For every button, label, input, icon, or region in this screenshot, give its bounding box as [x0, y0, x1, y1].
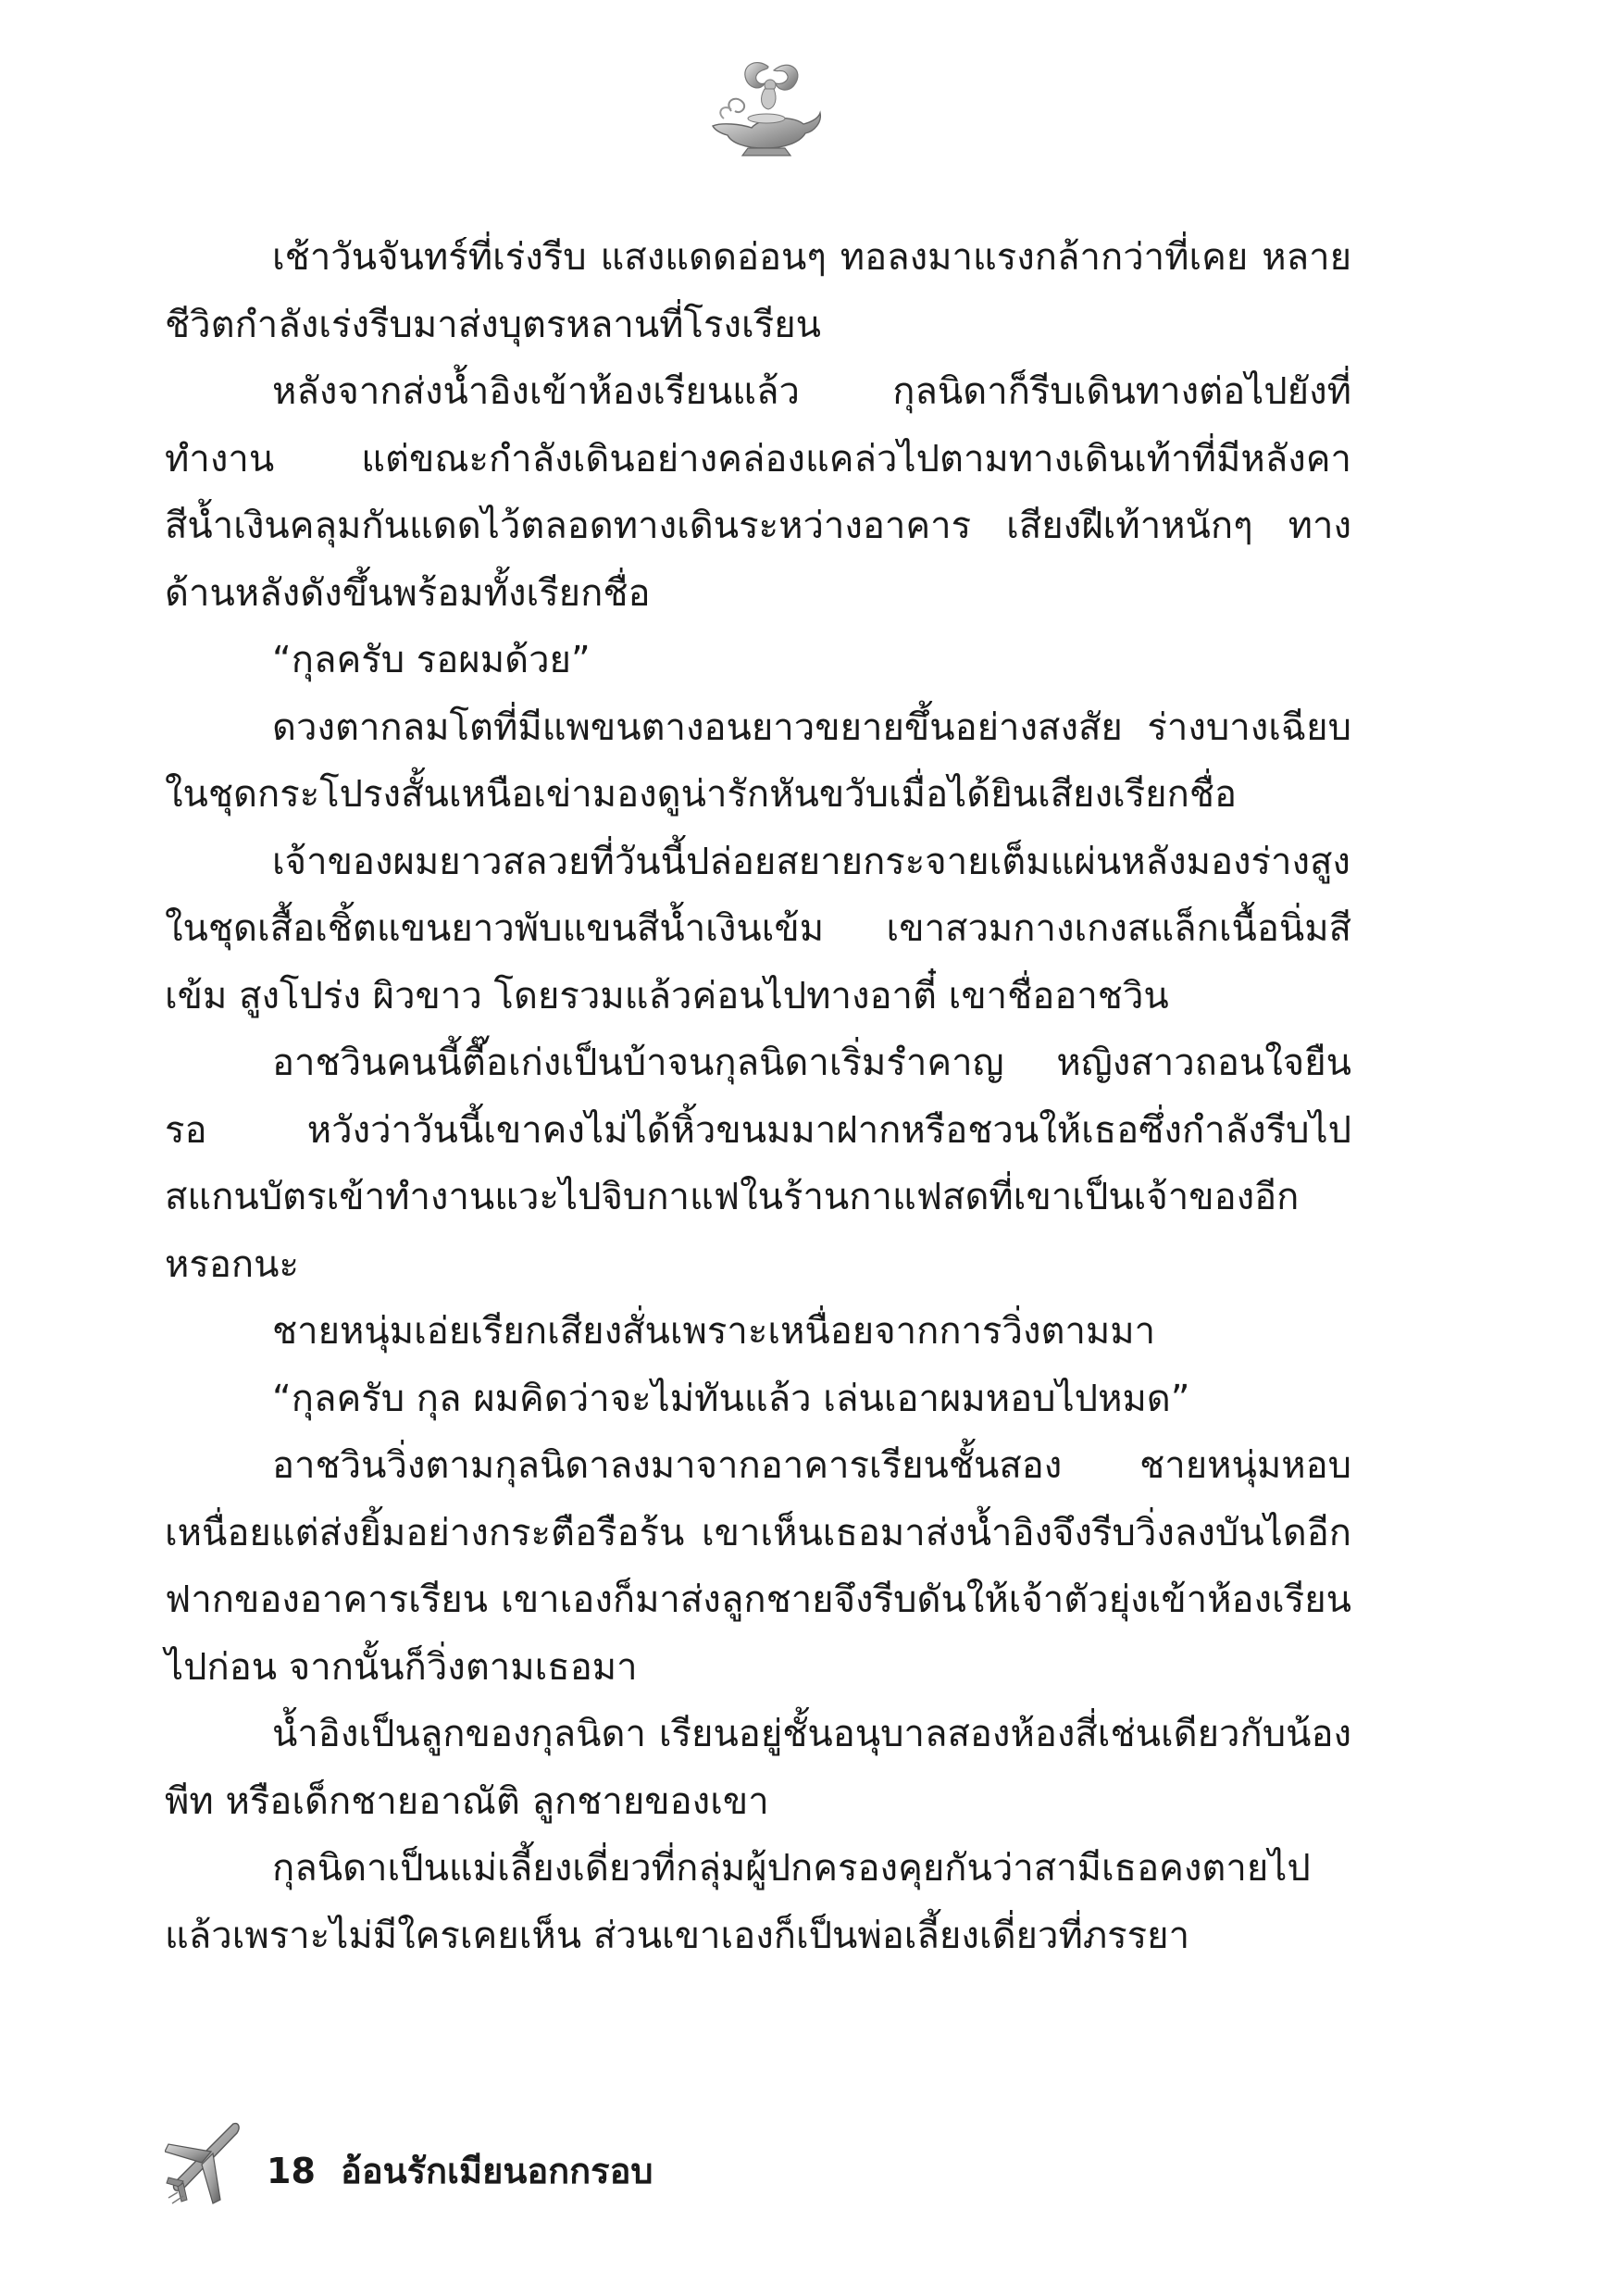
cupid-lamp-icon	[703, 57, 824, 161]
airplane-icon	[165, 2120, 241, 2205]
paragraph: เจ้าของผมยาวสลวยที่วันนี้ปล่อยสยายกระจายเต็มแผ่นหลังมองร่างสูงในชุดเสื้อเชิ้ตแขนยาวพับแขนสีน้ำเงินเข้ม เขาสวมกางเกงสแล็กเนื้อนิ่มสีเข้ม สูงโปร่ง ผิวขาว โดยรวมแล้วค่อนไปทางอาตี๋ เขาชื่ออาชวิน	[165, 840, 1351, 1017]
paragraph: ดวงตากลมโตที่มีแพขนตางอนยาวขยายขึ้นอย่างสงสัย ร่างบางเฉียบในชุดกระโปรงสั้นเหนือเข่ามองดูน่ารักหันขวับเมื่อได้ยินเสียงเรียกชื่อ	[165, 705, 1351, 816]
book-title: อ้อนรักเมียนอกกรอบ	[341, 2151, 653, 2191]
paragraph: อาชวินวิ่งตามกุลนิดาลงมาจากอาคารเรียนชั้นสอง ชายหนุ่มหอบเหนื่อยแต่ส่งยิ้มอย่างกระตือรือร้น เขาเห็นเธอมาส่งน้ำอิงจึงรีบวิ่งลงบันไดอีกฟากของอาคารเรียน เขาเองก็มาส่งลูกชายจึงรีบดันให้เจ้าตัวยุ่งเข้าห้องเรียนไปก่อน จากนั้นก็วิ่งตามเธอมา	[165, 1444, 1351, 1689]
paragraph: อาชวินคนนี้ตื๊อเก่งเป็นบ้าจนกุลนิดาเริ่มรำคาญ หญิงสาวถอนใจยืนรอ หวังว่าวันนี้เขาคงไม่ได้หิ้วขนมมาฝากหรือชวนให้เธอซึ่งกำลังรีบไปสแกนบัตรเข้าทำงานแวะไปจิบกาแฟในร้านกาแฟสดที่เขาเป็นเจ้าของอีกหรอกนะ	[165, 1042, 1351, 1286]
body-text	[165, 224, 1351, 1969]
paragraph: น้ำอิงเป็นลูกของกุลนิดา เรียนอยู่ชั้นอนุบาลสองห้องสี่เช่นเดียวกับน้องพีท หรือเด็กชายอาณัติ ลูกชายของเขา	[165, 1713, 1351, 1823]
paragraph: “กุลครับ รอผมด้วย”	[272, 639, 591, 681]
paragraph: ชายหนุ่มเอ่ยเรียกเสียงสั่นเพราะเหนื่อยจากการวิ่งตามมา	[272, 1310, 1156, 1353]
paragraph: เช้าวันจันทร์ที่เร่งรีบ แสงแดดอ่อนๆ ทอลงมาแรงกล้ากว่าที่เคย หลายชีวิตกำลังเร่งรีบมาส่งบุตรหลานที่โรงเรียน	[165, 236, 1351, 346]
paragraph: “กุลครับ กุล ผมคิดว่าจะไม่ทันแล้ว เล่นเอาผมหอบไปหมด”	[272, 1377, 1190, 1420]
paragraph: หลังจากส่งน้ำอิงเข้าห้องเรียนแล้ว กุลนิดาก็รีบเดินทางต่อไปยังที่ทำงาน แต่ขณะกำลังเดินอย่างคล่องแคล่วไปตามทางเดินเท้าที่มีหลังคาสีน้ำเงินคลุมกันแดดไว้ตลอดทางเดินระหว่างอาคาร เสียงฝีเท้าหนักๆ ทางด้านหลังดังขึ้นพร้อมทั้งเรียกชื่อ	[165, 370, 1351, 615]
page-footer	[165, 2120, 1090, 2222]
page-number: 18	[267, 2151, 316, 2191]
paragraph: กุลนิดาเป็นแม่เลี้ยงเดี่ยวที่กลุ่มผู้ปกครองคุยกันว่าสามีเธอคงตายไปแล้วเพราะไม่มีใครเคยเห็น ส่วนเขาเองก็เป็นพ่อเลี้ยงเดี่ยวที่ภรรยา	[165, 1847, 1311, 1957]
